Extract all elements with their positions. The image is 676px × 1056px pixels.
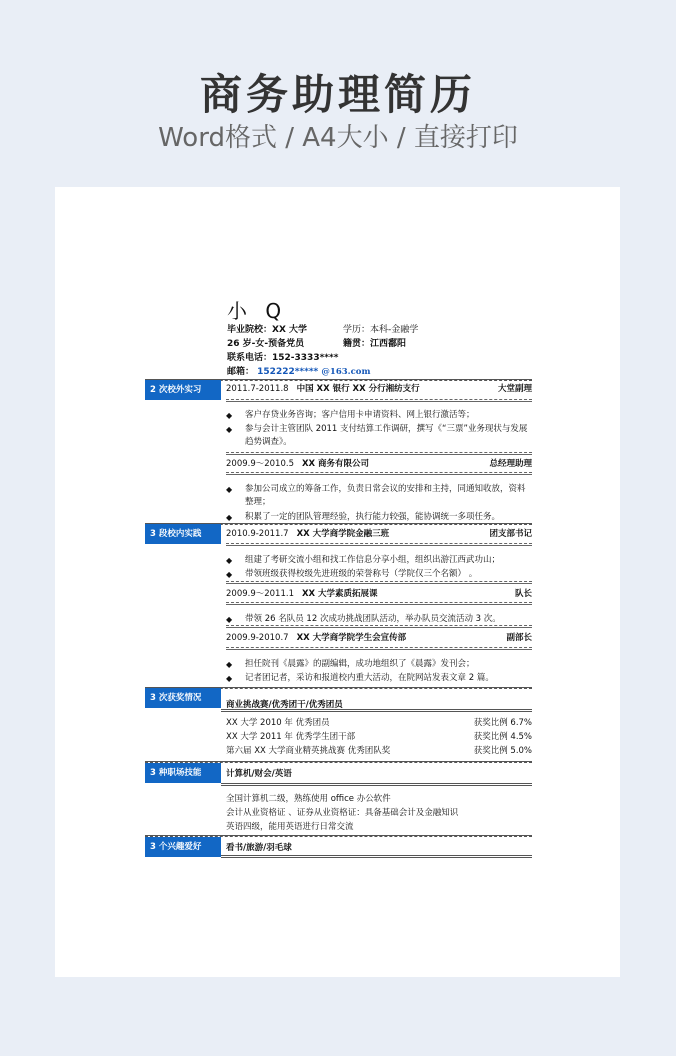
experience-row: 2010.9-2011.7 XX 大学商学院金融三班 团支部书记 — [226, 529, 532, 539]
bullet-item: ◆ 客户存贷业务咨询；客户信用卡申请资料、网上银行激活等； — [226, 410, 475, 420]
bullet-item: ◆ 组建了考研交流小组和找工作信息分享小组，组织出游江西武功山； — [226, 555, 501, 565]
diamond-bullet-icon: ◆ — [226, 425, 233, 434]
bullet-item: ◆ 积累了一定的团队管理经验，执行能力较强，能协调统一多项任务。 — [226, 512, 501, 522]
page-title: 商务助理简历 — [199, 70, 476, 119]
bullet-item: ◆ 带领 26 名队员 12 次成功挑战团队活动，举办队员交流活动 3 次。 — [226, 614, 501, 624]
row-divider — [226, 581, 532, 584]
section-underline — [221, 783, 532, 786]
diamond-bullet-icon: ◆ — [226, 513, 233, 522]
skill-item: 会计从业资格证 、证券从业资格证：具备基础会计及金融知识 — [226, 808, 459, 818]
award-item: XX 大学 2010 年 优秀团员 获奖比例 6.7% — [226, 718, 532, 728]
experience-row: 2011.7-2011.8 中国 XX 银行 XX 分行湘纺支行 大堂副理 — [226, 384, 532, 394]
diamond-bullet-icon: ◆ — [226, 485, 233, 494]
school-info: 毕业院校：XX 大学 — [227, 325, 308, 335]
bullet-item: ◆ 参加公司成立的筹备工作，负责日常会议的安排和主持，同通知收放，资料整理； — [226, 484, 526, 507]
skill-item: 英语四级，能用英语进行日常交流 — [226, 822, 354, 832]
awards-heading: 商业挑战赛/优秀团干/优秀团员 — [226, 700, 343, 710]
row-divider — [226, 472, 532, 475]
row-divider — [226, 543, 532, 546]
row-divider — [226, 452, 532, 455]
resume-name: 小 Q — [227, 299, 288, 323]
diamond-bullet-icon: ◆ — [226, 570, 233, 579]
experience-row: 2009.9～2011.1 XX 大学素质拓展课 队长 — [226, 589, 532, 599]
bullet-item: ◆ 带领班级获得校级先进班级的荣誉称号（学院仅三个名额） 。 — [226, 569, 478, 579]
section-underline — [221, 709, 532, 712]
resume-paper — [55, 187, 620, 977]
section-label-hobbies: 3 个兴趣爱好 — [145, 837, 221, 857]
bullet-item: ◆ 参与会计主管团队 2011 支付结算工作调研，撰写《“三票”业务现状与发展趋势调查》。 — [226, 424, 528, 447]
skill-item: 全国计算机二级，熟练使用 office 办公软件 — [226, 794, 391, 804]
section-label-internship: 2 次校外实习 — [145, 380, 221, 400]
experience-row: 2009.9～2010.5 XX 商务有限公司 总经理助理 — [226, 459, 532, 469]
page-subtitle: Word格式 / A4大小 / 直接打印 — [158, 123, 518, 153]
section-label-campus: 3 段校内实践 — [145, 524, 221, 544]
skills-heading: 计算机/财会/英语 — [226, 769, 292, 779]
row-divider — [226, 399, 532, 402]
email-user[interactable]: 152222***** — [257, 367, 319, 377]
row-divider — [226, 647, 532, 650]
bullet-item: ◆ 担任院刊《晨露》的副编辑，成功地组织了《晨露》发刊会； — [226, 659, 475, 669]
row-divider — [226, 625, 532, 628]
experience-row: 2009.9-2010.7 XX 大学商学院学生会宣传部 副部长 — [226, 633, 532, 643]
award-item: 第六届 XX 大学商业精英挑战赛 优秀团队奖 获奖比例 5.0% — [226, 746, 532, 756]
diamond-bullet-icon: ◆ — [226, 674, 233, 683]
diamond-bullet-icon: ◆ — [226, 615, 233, 624]
award-item: XX 大学 2011 年 优秀学生团干部 获奖比例 4.5% — [226, 732, 532, 742]
hobbies-heading: 看书/旅游/羽毛球 — [226, 843, 292, 853]
degree-info: 学历：本科-金融学 — [343, 325, 419, 335]
phone-info: 联系电话：152-3333**** — [227, 353, 339, 363]
diamond-bullet-icon: ◆ — [226, 556, 233, 565]
diamond-bullet-icon: ◆ — [226, 411, 233, 420]
row-divider — [226, 602, 532, 605]
hometown-info: 籍贯：江西鄱阳 — [343, 339, 407, 349]
diamond-bullet-icon: ◆ — [226, 660, 233, 669]
email-info: 邮箱： 152222***** @163.com — [227, 367, 371, 377]
section-label-skills: 3 种职场技能 — [145, 763, 221, 783]
email-domain[interactable]: @163.com — [321, 367, 371, 377]
section-underline — [221, 855, 532, 858]
section-label-awards: 3 次获奖情况 — [145, 688, 221, 708]
age-gender-info: 26 岁-女-预备党员 — [227, 339, 305, 349]
bullet-item: ◆ 记者团记者，采访和报道校内重大活动，在院网站发表文章 2 篇。 — [226, 673, 494, 683]
